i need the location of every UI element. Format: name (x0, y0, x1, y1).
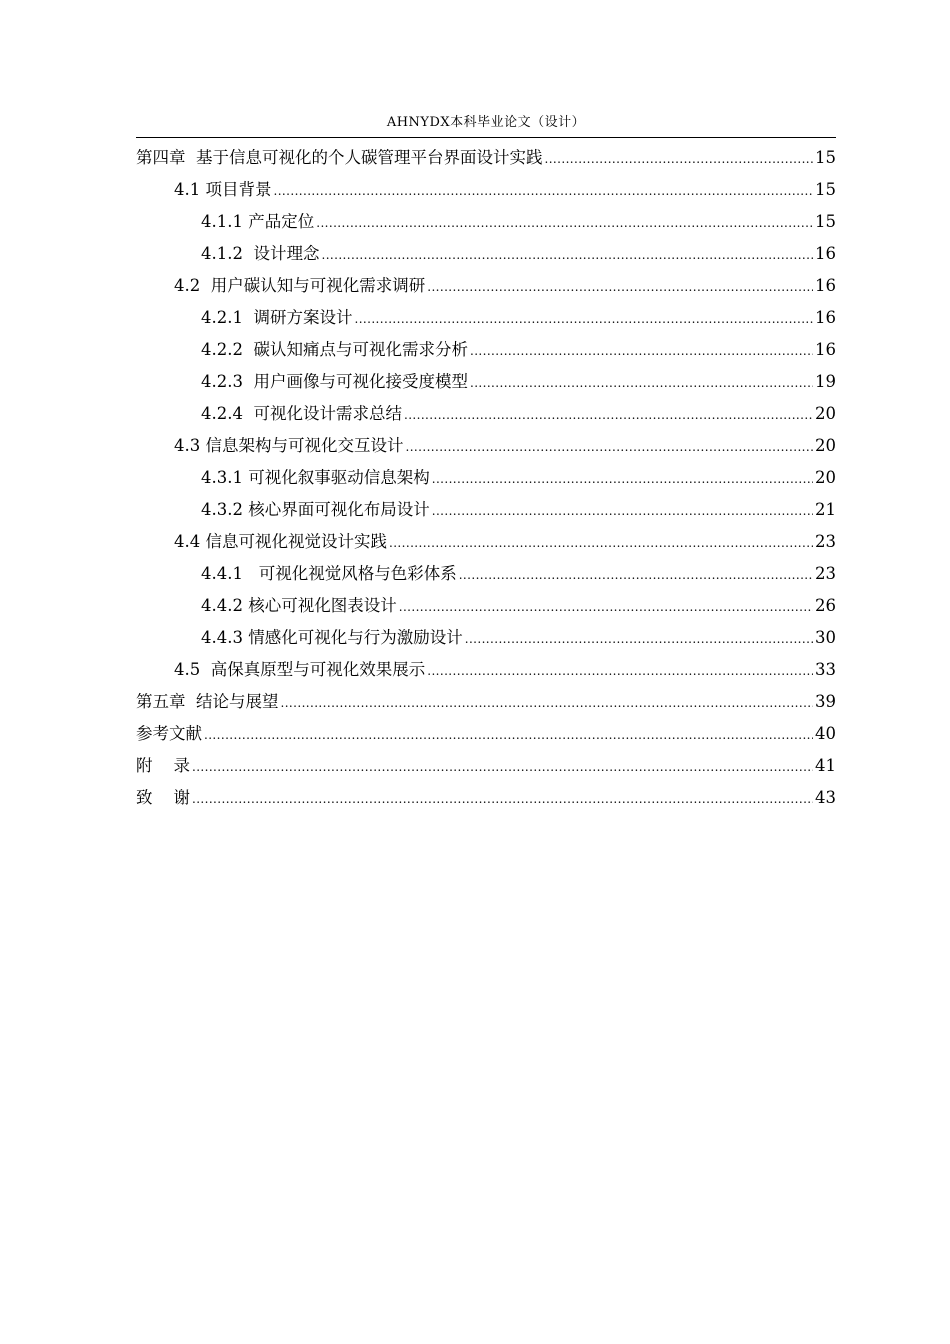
toc-entry-page-number: 16 (815, 244, 836, 263)
toc-entry-4-1-1[interactable] (136, 206, 836, 238)
toc-dot-leader (204, 719, 813, 751)
toc-dot-leader (316, 207, 813, 239)
toc-entry-page-number: 16 (815, 308, 836, 327)
toc-entry-title: 4.4 信息可视化视觉设计实践 (174, 532, 387, 551)
toc-dot-leader (432, 463, 813, 495)
toc-dot-leader (427, 655, 813, 687)
toc-dot-leader (470, 335, 813, 367)
toc-entry-title: 4.2.2 碳认知痛点与可视化需求分析 (201, 340, 468, 359)
toc-entry-page-number: 15 (815, 148, 836, 167)
toc-entry-title: 参考文献 (136, 724, 202, 743)
toc-entry-4-5[interactable] (136, 654, 836, 686)
toc-dot-leader (465, 623, 813, 655)
toc-entry-title: 4.1.1 产品定位 (201, 212, 315, 231)
toc-entry-page-number: 40 (815, 724, 836, 743)
toc-entry-title: 致 谢 (136, 788, 190, 807)
toc-entry-appendix[interactable] (136, 750, 836, 782)
toc-entry-4-3[interactable] (136, 430, 836, 462)
toc-entry-4-4-2[interactable] (136, 590, 836, 622)
toc-dot-leader (459, 559, 813, 591)
toc-entry-page-number: 20 (815, 468, 836, 487)
toc-entry-chapter-5[interactable] (136, 686, 836, 718)
toc-entry-title: 4.4.1 可视化视觉风格与色彩体系 (201, 564, 457, 583)
toc-entry-page-number: 16 (815, 340, 836, 359)
toc-dot-leader (545, 143, 814, 175)
toc-entry-title: 4.2.4 可视化设计需求总结 (201, 404, 402, 423)
toc-dot-leader (432, 495, 813, 527)
toc-entry-page-number: 21 (815, 500, 836, 519)
toc-dot-leader (427, 271, 813, 303)
toc-entry-4-2[interactable] (136, 270, 836, 302)
toc-entry-title: 附 录 (136, 756, 190, 775)
toc-dot-leader (354, 303, 813, 335)
toc-dot-leader (470, 367, 813, 399)
toc-entry-title: 4.2 用户碳认知与可视化需求调研 (174, 276, 426, 295)
toc-dot-leader (321, 239, 813, 271)
toc-entry-page-number: 23 (815, 532, 836, 551)
toc-entry-page-number: 15 (815, 212, 836, 231)
toc-entry-title: 4.2.3 用户画像与可视化接受度模型 (201, 372, 468, 391)
toc-entry-page-number: 23 (815, 564, 836, 583)
toc-entry-title: 4.1.2 设计理念 (201, 244, 320, 263)
toc-entry-4-4[interactable] (136, 526, 836, 558)
toc-entry-page-number: 15 (815, 180, 836, 199)
toc-dot-leader (192, 783, 813, 815)
toc-entry-page-number: 20 (815, 404, 836, 423)
toc-entry-4-2-2[interactable] (136, 334, 836, 366)
toc-entry-title: 4.2.1 调研方案设计 (201, 308, 353, 327)
toc-entry-4-4-3[interactable] (136, 622, 836, 654)
toc-entry-page-number: 43 (815, 788, 836, 807)
toc-entry-4-2-3[interactable] (136, 366, 836, 398)
toc-entry-references[interactable] (136, 718, 836, 750)
toc-entry-title: 4.3.1 可视化叙事驱动信息架构 (201, 468, 430, 487)
toc-entry-chapter-4[interactable] (136, 142, 836, 174)
toc-entry-title: 4.1 项目背景 (174, 180, 272, 199)
toc-entry-page-number: 19 (815, 372, 836, 391)
toc-dot-leader (274, 175, 814, 207)
toc-entry-title: 4.3 信息架构与可视化交互设计 (174, 436, 404, 455)
toc-entry-4-3-2[interactable] (136, 494, 836, 526)
toc-entry-4-1[interactable] (136, 174, 836, 206)
table-of-contents (136, 142, 836, 814)
toc-entry-4-3-1[interactable] (136, 462, 836, 494)
toc-entry-title: 第五章 结论与展望 (136, 692, 279, 711)
toc-entry-title: 4.5 高保真原型与可视化效果展示 (174, 660, 426, 679)
toc-dot-leader (399, 591, 813, 623)
toc-dot-leader (281, 687, 814, 719)
toc-entry-page-number: 20 (815, 436, 836, 455)
toc-entry-title: 4.4.3 情感化可视化与行为激励设计 (201, 628, 463, 647)
toc-entry-acknowledgements[interactable] (136, 782, 836, 814)
toc-entry-title: 4.4.2 核心可视化图表设计 (201, 596, 397, 615)
toc-dot-leader (389, 527, 813, 559)
toc-entry-page-number: 41 (815, 756, 836, 775)
toc-dot-leader (406, 431, 814, 463)
toc-dot-leader (192, 751, 813, 783)
toc-dot-leader (404, 399, 813, 431)
toc-entry-title: 4.3.2 核心界面可视化布局设计 (201, 500, 430, 519)
toc-entry-page-number: 16 (815, 276, 836, 295)
running-header: AHNYDX本科毕业论文（设计） (386, 115, 586, 130)
toc-entry-page-number: 39 (815, 692, 836, 711)
toc-entry-4-4-1[interactable] (136, 558, 836, 590)
toc-entry-title: 第四章 基于信息可视化的个人碳管理平台界面设计实践 (136, 148, 543, 167)
toc-entry-page-number: 26 (815, 596, 836, 615)
toc-entry-page-number: 30 (815, 628, 836, 647)
toc-entry-4-2-1[interactable] (136, 302, 836, 334)
toc-entry-4-2-4[interactable] (136, 398, 836, 430)
toc-entry-page-number: 33 (815, 660, 836, 679)
header-rule (136, 137, 836, 138)
toc-entry-4-1-2[interactable] (136, 238, 836, 270)
